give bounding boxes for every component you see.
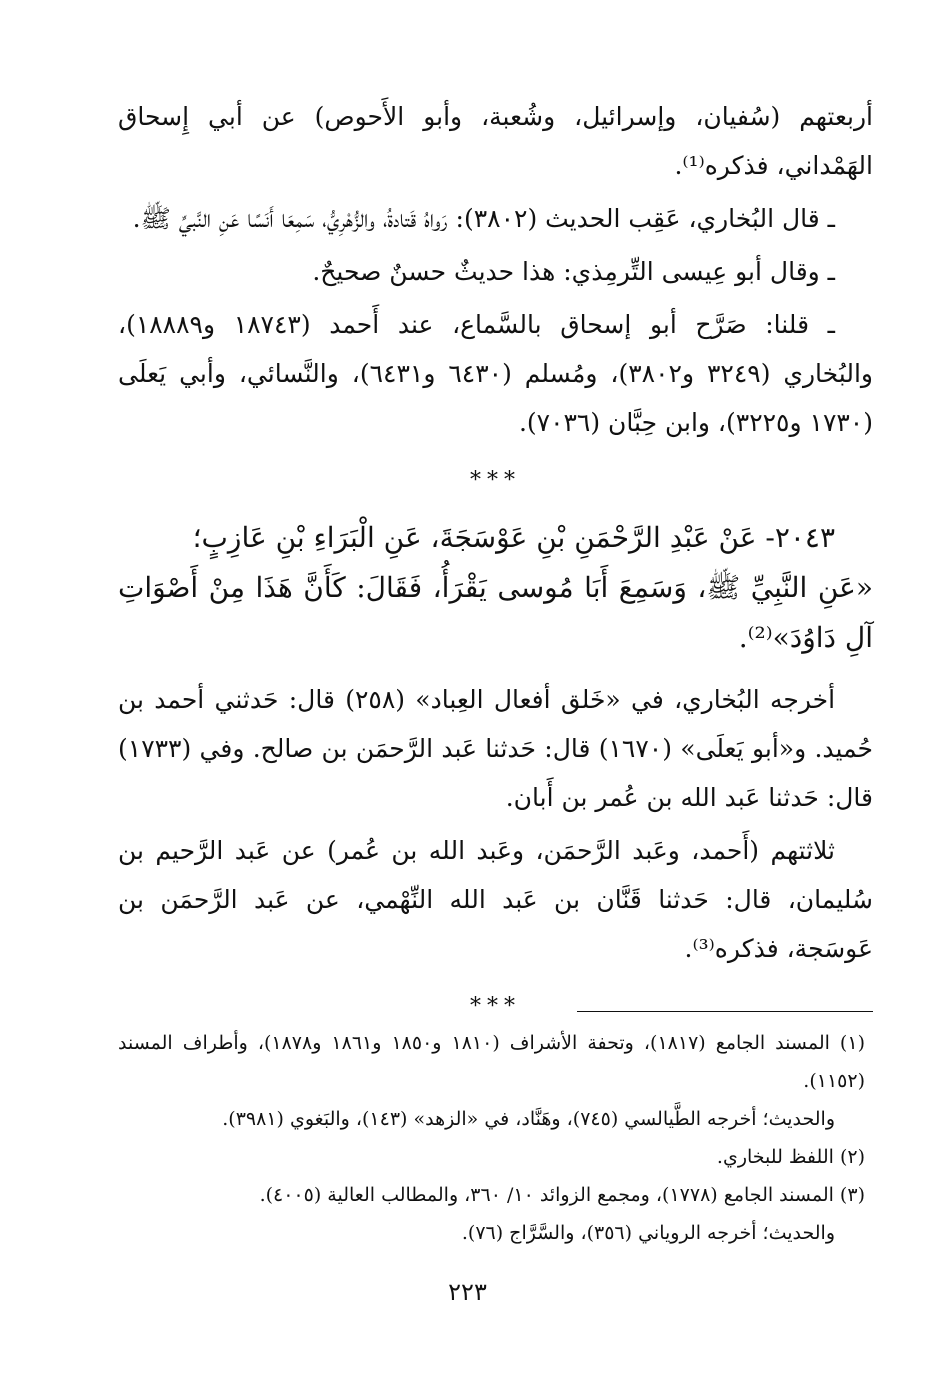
paragraph-editors-note: ـ قلنا: صَرَّح أبو إسحاق بالسَّماع، عند أَحمد (١٨٧٤٣ و١٨٨٨٩)، والبُخاري (٣٢٤٩ و٣٨٠٢)، ومُسلم (٦٤٣٠ و٦٤٣١)، والنَّسائي، وأبي يَعلَى (١٧٣٠ و٣٢٢٥)، وابن حِبَّان (٧٠٣٦). (118, 310, 873, 437)
footnote-3: (٣) المسند الجامع (١٧٧٨)، ومجمع الزوائد ١٠/ ٣٦٠، والمطالب العالية (٤٠٠٥). (259, 1184, 865, 1206)
hadith-heading: ٢٠٤٣- عَنْ عَبْدِ الرَّحْمَنِ بْنِ عَوْسَجَةَ، عَنِ الْبَرَاءِ بْنِ عَازِبٍ؛ (192, 521, 835, 554)
section-separator: *** (470, 994, 521, 1019)
main-text (118, 92, 873, 1031)
section-separator: *** (470, 468, 521, 493)
footnote-3-continued: والحديث؛ أخرجه الروياني (٣٥٦)، والسَّرَّاج (٧٦). (461, 1222, 835, 1244)
footnote-2: (٢) اللفظ للبخاري. (716, 1146, 865, 1168)
paragraph-narrators: أربعتهم (سُفيان، وإسرائيل، وشُعبة، وأبو الأَحوص) عن أبي إِسحاق الهَمْداني، فذكره⁽¹⁾. (118, 102, 873, 180)
footnote-1: (١) المسند الجامع (١٨١٧)، وتحفة الأشراف (١٨١٠ و١٨٥٠ و١٨٦١ و١٨٧٨)، وأطراف المسند (١١٥٢). (118, 1032, 865, 1092)
footnote-divider (577, 1011, 873, 1012)
paragraph-tirmidhi-comment: ـ وقال أبو عِيسى التِّرمِذي: هذا حديثٌ حسنٌ صحيحٌ. (312, 257, 835, 286)
page-number: ٢٢٣ (448, 1278, 487, 1306)
footnote-1-continued: والحديث؛ أخرجه الطَّيالسي (٧٤٥)، وهَنَّاد، في «الزهد» (١٤٣)، والبَغوي (٣٩٨١). (222, 1108, 835, 1130)
footnotes (118, 1024, 865, 1252)
paragraph-chain: ثلاثتهم (أَحمد، وعَبد الرَّحمَن، وعَبد الله بن عُمر) عن عَبد الرَّحيم بن سُليمان، قال: حَدثنا قَنَّان بن عَبد الله النِّهْمي، عن عَبد الرَّحمَن بن عَوسَجة، فذكره⁽³⁾. (118, 836, 873, 963)
paragraph-takhrij: أخرجه البُخاري، في «خَلق أفعال العِباد» (٢٥٨) قال: حَدثني أحمد بن حُميد. و«أبو يَعلَى» (١٦٧٠) قال: حَدثنا عَبد الرَّحمَن بن صالح. وفي (١٧٣٣) قال: حَدثنا عَبد الله بن عُمر بن أَبان. (118, 685, 873, 812)
hadith-text: «عَنِ النَّبِيِّ ﷺ، وَسَمِعَ أَبَا مُوسى يَقْرَأُ، فَقَالَ: كَأَنَّ هَذَا مِنْ أَصْوَاتِ آلِ دَاوُدَ»⁽²⁾. (118, 571, 873, 654)
paragraph-bukhari-comment: ـ قال البُخاري، عَقِب الحديث (٣٨٠٢): رَواهُ قَتادةُ، والزُّهْرِيُّ، سَمِعَا أَنَسًا عَنِ النَّبيِّ ﷺ. (132, 204, 835, 233)
